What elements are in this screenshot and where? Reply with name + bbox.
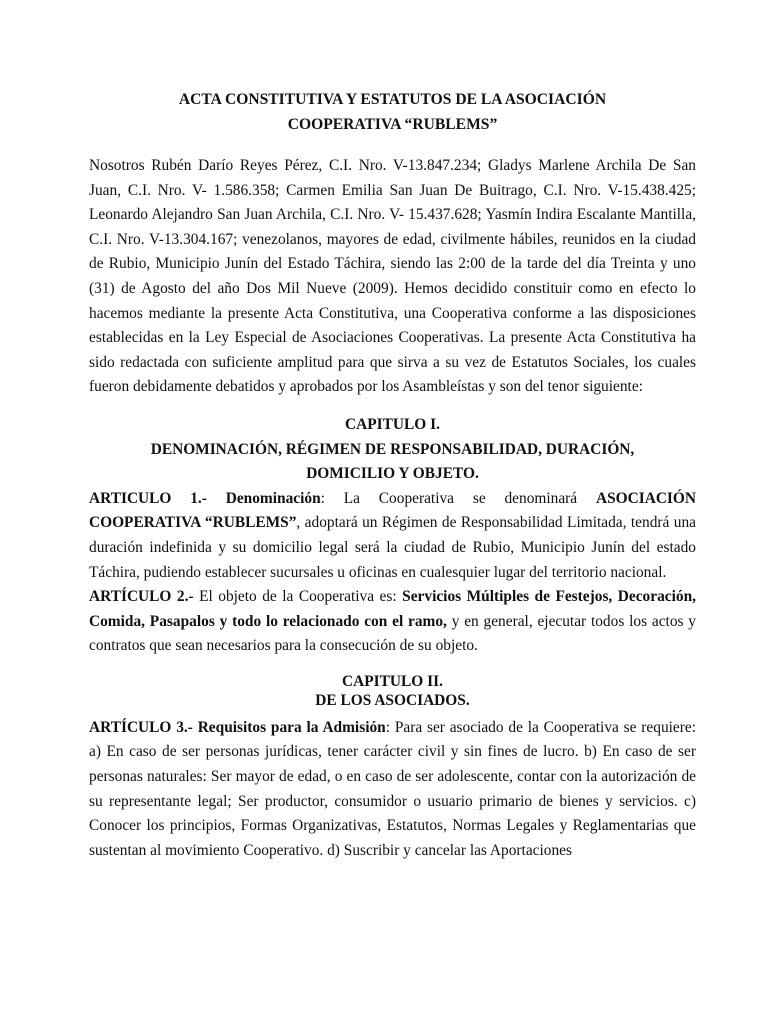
chapter-1-number: CAPITULO I. xyxy=(345,415,440,433)
article-1-cooperative-name: ASOCIACIÓN COOPERATIVA “RUBLEMS” xyxy=(89,489,697,532)
article-2 xyxy=(89,585,696,659)
article-1-text-a: : La Cooperativa se denominará xyxy=(320,489,596,507)
article-2-object: Servicios Múltiples de Festejos, Decoración, Comida, Pasapalos y todo lo relacionado con el ramo, xyxy=(89,588,696,630)
chapter-1-heading xyxy=(89,413,696,487)
article-1-text-b: , adoptará un Régimen de Responsabilidad Limitada, tendrá una duración indefinida y su domicilio legal será la ciudad de Rubio, Municipio Junín del estado Táchira, pudiendo establecer sucursales u oficinas en cualesquier lugar del territorio nacional. xyxy=(89,514,696,581)
title-line-1: ACTA CONSTITUTIVA Y ESTATUTOS DE LA ASOCIACIÓN xyxy=(178,91,607,108)
article-1 xyxy=(89,487,696,585)
intro-paragraph: Nosotros Rubén Darío Reyes Pérez, C.I. Nro. V-13.847.234; Gladys Marlene Archila De San Juan, C.I. Nro. V- 1.586.358; Carmen Emilia San Juan De Buitrago, C.I. Nro. V-15.438.425; Leonardo Alejandro San Juan Archila, C.I. Nro. V- 15.437.628; Yasmín Indira Escalante Mantilla, C.I. Nro. V-13.304.167; venezolanos, mayores de edad, civilmente hábiles, reunidos en la ciudad de Rubio, Municipio Junín del Estado Táchira, siendo las 2:00 de la tarde del día Treinta y uno (31) de Agosto del año Dos Mil Nueve (2009). Hemos decidido constituir como en efecto lo hacemos mediante la presente Acta Constitutiva, una Cooperativa conforme a las disposiciones establecidas en la Ley Especial de Asociaciones Cooperativas. La presente Acta Constitutiva ha sido redactada con suficiente amplitud para que sirva a su vez de Estatutos Sociales, los cuales fueron debidamente debatidos y aprobados por los Asambleístas y son del tenor siguiente: xyxy=(89,157,696,396)
chapter-2-title: DE LOS ASOCIADOS. xyxy=(315,691,470,709)
article-2-label: ARTÍCULO 2.- xyxy=(89,588,194,606)
article-3-label: ARTÍCULO 3.- Requisitos para la Admisión xyxy=(89,718,386,736)
article-1-label: ARTICULO 1.- Denominación xyxy=(89,489,321,507)
title-line-2: COOPERATIVA “RUBLEMS” xyxy=(287,116,498,133)
article-3-text: : Para ser asociado de la Cooperativa se requiere: a) En caso de ser personas jurídicas, tener carácter civil y sin fines de lucro. b) En caso de ser personas naturales: Ser mayor de edad, o en caso de ser adolescente, contar con la autorización de su representante legal; Ser productor, consumidor o usuario primario de bienes y servicios. c) Conocer los principios, Formas Organizativas, Estatutos, Normas Legales y Reglamentarias que sustentan al movimiento Cooperativo. d) Suscribir y cancelar las Aportaciones xyxy=(89,718,696,859)
chapter-1-title-line-1: DENOMINACIÓN, RÉGIMEN DE RESPONSABILIDAD, DURACIÓN, xyxy=(150,440,635,458)
article-2-text-b: y en general, ejecutar todos los actos y contratos que sean necesarios para la consecución de su objeto. xyxy=(89,612,696,655)
article-2-text-a: El objeto de la Cooperativa es: xyxy=(193,588,403,606)
chapter-1-title-line-2: DOMICILIO Y OBJETO. xyxy=(306,465,479,483)
document-title xyxy=(89,87,696,137)
chapter-2-heading xyxy=(89,672,696,710)
article-3 xyxy=(89,716,696,864)
chapter-2-number: CAPITULO II. xyxy=(342,672,443,690)
